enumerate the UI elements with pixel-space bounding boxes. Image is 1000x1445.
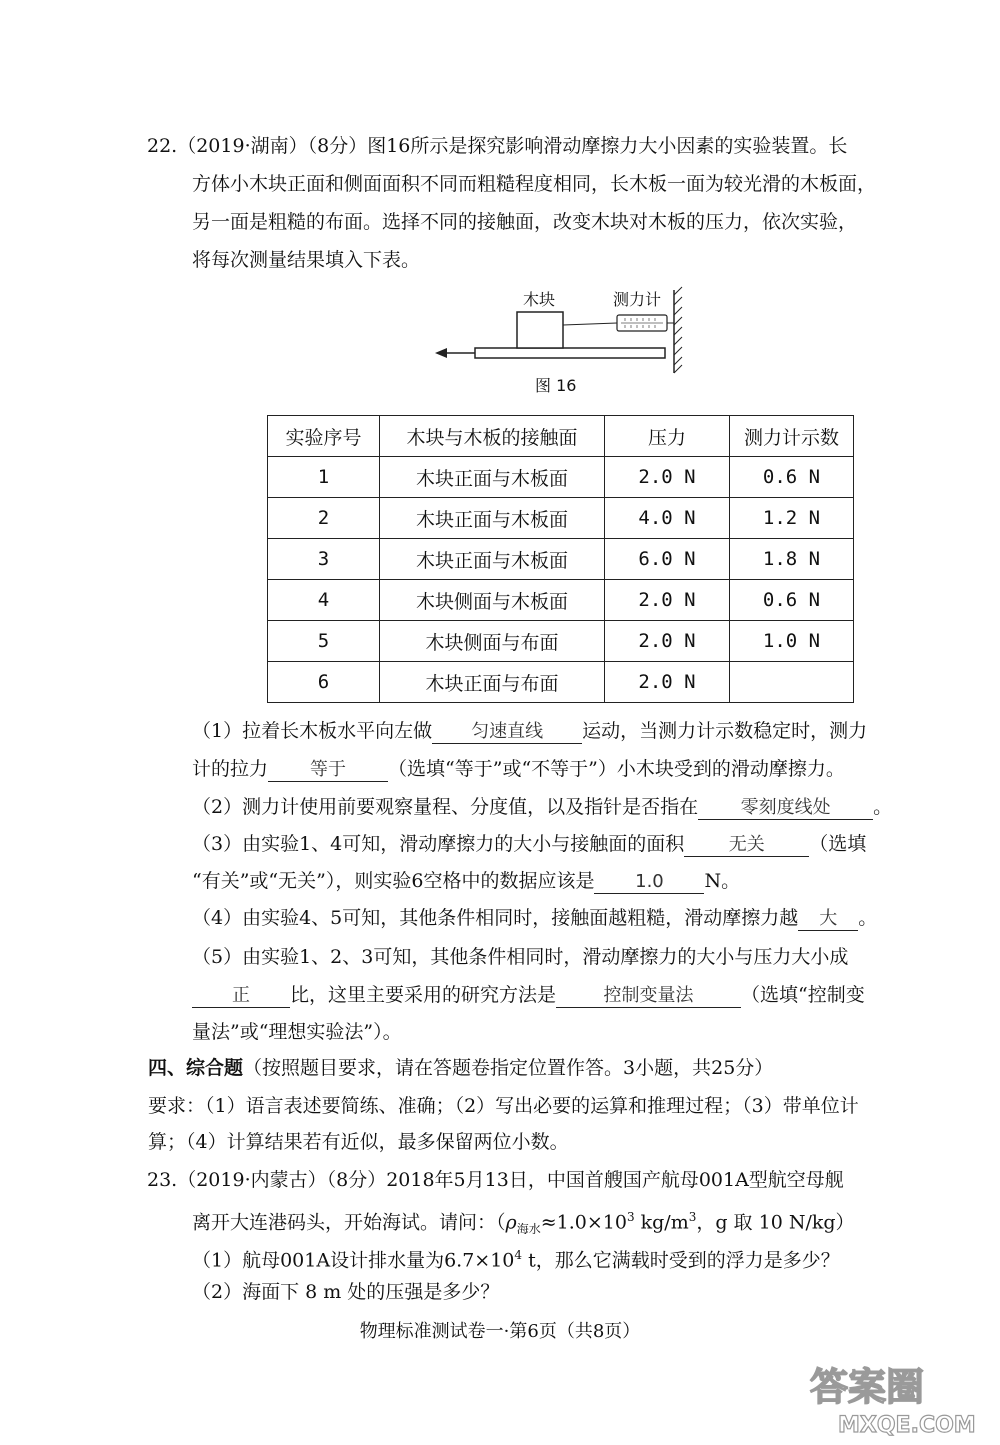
table-cell: 2.0 N [605, 457, 730, 498]
table-cell: 4.0 N [605, 498, 730, 539]
table-cell: 2.0 N [605, 580, 730, 621]
q23-text-c: kg/m [634, 1211, 689, 1234]
q23-text-d: ，g 取 10 N/kg） [696, 1211, 855, 1234]
sub3-text-b: （选填 [809, 833, 867, 855]
svg-text:答案圈: 答案圈 [810, 1365, 925, 1409]
table-cell: 4 [268, 580, 380, 621]
sub3-text-d: N。 [704, 870, 741, 892]
table-row [268, 539, 854, 580]
sub5-line-3: 量法”或“理想实验法”）。 [192, 1021, 402, 1043]
svg-text:MXQE.COM: MXQE.COM [838, 1413, 976, 1438]
sub1-text-b: 运动，当测力计示数稳定时，测力 [582, 720, 868, 742]
table-row [268, 621, 854, 662]
exponent: 3 [626, 1210, 635, 1224]
sub4-text-a: （4）由实验4、5可知，其他条件相同时，接触面越粗糙，滑动摩擦力越 [192, 907, 799, 929]
table-cell: 6 [268, 662, 380, 703]
answer-blank: 等于 [268, 759, 388, 782]
sub1-text-c: 计的拉力 [192, 758, 269, 780]
q22-line-3: 另一面是粗糙的布面。选择不同的接触面，改变木块对木板的压力，依次实验， [192, 211, 858, 233]
results-table [267, 415, 854, 703]
table-cell-empty [730, 662, 854, 703]
section4-req-2: 算；（4）计算结果若有近似，最多保留两位小数。 [148, 1131, 569, 1153]
block-label: 木块 [523, 290, 556, 309]
table-cell: 1 [268, 457, 380, 498]
meter-label: 测力计 [613, 290, 662, 309]
answer-blank: 无关 [684, 834, 809, 857]
section4-req-1: 要求：（1）语言表述要简练、准确；（2）写出必要的运算和推理过程；（3）带单位计 [148, 1095, 859, 1117]
table-cell: 木块正面与木板面 [380, 539, 605, 580]
table-row [268, 662, 854, 703]
table-cell: 0.6 N [730, 580, 854, 621]
table-cell: 2 [268, 498, 380, 539]
section4-title: 四、综合题 [148, 1057, 244, 1079]
table-cell: 1.0 N [730, 621, 854, 662]
q22-line-1: 22.（2019·湖南）（8分）图16所示是探究影响滑动摩擦力大小因素的实验装置。长 [147, 135, 848, 157]
q23-text-b: ≈1.0×10 [540, 1211, 627, 1234]
sub1-line-1 [192, 718, 867, 744]
friction-apparatus-diagram [425, 285, 695, 375]
q23-sub2: （2）海面下 8 m 处的压强是多少？ [192, 1281, 500, 1303]
answer-blank: 正 [192, 985, 290, 1008]
table-cell: 木块正面与木板面 [380, 498, 605, 539]
table-header: 测力计示数 [730, 416, 854, 457]
sub2-text-a: （2）测力计使用前要观察量程、分度值，以及指针是否指在 [192, 796, 699, 818]
wood-block [517, 312, 563, 348]
table-cell: 木块侧面与木板面 [380, 580, 605, 621]
table-cell: 1.2 N [730, 498, 854, 539]
answer-blank: 大 [798, 908, 858, 931]
sub4-line [192, 905, 877, 931]
table-cell: 5 [268, 621, 380, 662]
table-cell: 3 [268, 539, 380, 580]
sub1-text-d: （选填“等于”或“不等于”）小木块受到的滑动摩擦力。 [388, 758, 845, 780]
sub5-text-c: （选填“控制变 [741, 984, 865, 1006]
answer-blank: 零刻度线处 [698, 797, 873, 820]
rho-subscript: 海水 [516, 1222, 541, 1237]
section4-heading [148, 1055, 773, 1081]
sub5-line-2 [192, 982, 865, 1008]
sub3-line-1 [192, 831, 866, 857]
table-cell: 6.0 N [605, 539, 730, 580]
sub3-text-c: “有关”或“无关”），则实验6空格中的数据应该是 [192, 870, 595, 892]
answer-blank: 匀速直线 [432, 721, 582, 744]
sub5-text-b: 比，这里主要采用的研究方法是 [290, 984, 557, 1006]
table-header: 压力 [605, 416, 730, 457]
q23-sub1-text-a: （1）航母001A设计排水量为6.7×10 [192, 1249, 515, 1272]
sub4-text-b: 。 [858, 907, 878, 929]
table-cell: 木块正面与木板面 [380, 457, 605, 498]
answer-blank: 控制变量法 [556, 985, 741, 1008]
table-header-row [268, 416, 854, 457]
pull-arrow-icon [435, 348, 447, 358]
page-footer: 物理标准测试卷一·第6页（共8页） [359, 1321, 641, 1342]
q22-line-4: 将每次测量结果填入下表。 [192, 249, 421, 271]
watermark-icon [800, 1360, 990, 1440]
table-row [268, 580, 854, 621]
table-header: 木块与木板的接触面 [380, 416, 605, 457]
sub2-line [192, 794, 892, 820]
sub1-text-a: （1）拉着长木板水平向左做 [192, 720, 433, 742]
answer-blank: 1.0 [594, 871, 704, 894]
sub2-text-b: 。 [873, 796, 893, 818]
long-board [475, 348, 665, 358]
rho-symbol: ρ [505, 1211, 517, 1234]
sub3-text-a: （3）由实验1、4可知，滑动摩擦力的大小与接触面的面积 [192, 833, 685, 855]
table-cell: 0.6 N [730, 457, 854, 498]
table-cell: 1.8 N [730, 539, 854, 580]
figure-16 [425, 285, 695, 395]
table-cell: 木块正面与布面 [380, 662, 605, 703]
table-cell: 2.0 N [605, 621, 730, 662]
q23-sub1 [192, 1242, 840, 1273]
sub5-line-1: （5）由实验1、2、3可知，其他条件相同时，滑动摩擦力的大小与压力大小成 [192, 946, 849, 968]
site-watermark-logo [800, 1360, 990, 1440]
exponent: 4 [514, 1248, 523, 1262]
section4-title-rest: （按照题目要求，请在答题卷指定位置作答。3小题，共25分） [243, 1057, 774, 1079]
q23-sub1-text-b: t，那么它满载时受到的浮力是多少？ [522, 1249, 840, 1272]
sub3-line-2 [192, 868, 740, 894]
figure-caption: 图 16 [535, 376, 577, 395]
q22-line-2: 方体小木块正面和侧面面积不同而粗糙程度相同，长木板一面为较光滑的木板面， [192, 173, 877, 195]
table-header: 实验序号 [268, 416, 380, 457]
table-cell: 木块侧面与布面 [380, 621, 605, 662]
q23-text-a: 离开大连港码头，开始海试。请问：（ [192, 1211, 506, 1234]
exponent: 3 [688, 1210, 697, 1224]
table-row [268, 498, 854, 539]
table-row [268, 457, 854, 498]
q23-line-2 [192, 1204, 855, 1242]
table-cell: 2.0 N [605, 662, 730, 703]
sub1-line-2 [192, 756, 845, 782]
q23-line-1: 23.（2019·内蒙古）（8分）2018年5月13日，中国首艘国产航母001A型航空母舰 [147, 1169, 844, 1191]
